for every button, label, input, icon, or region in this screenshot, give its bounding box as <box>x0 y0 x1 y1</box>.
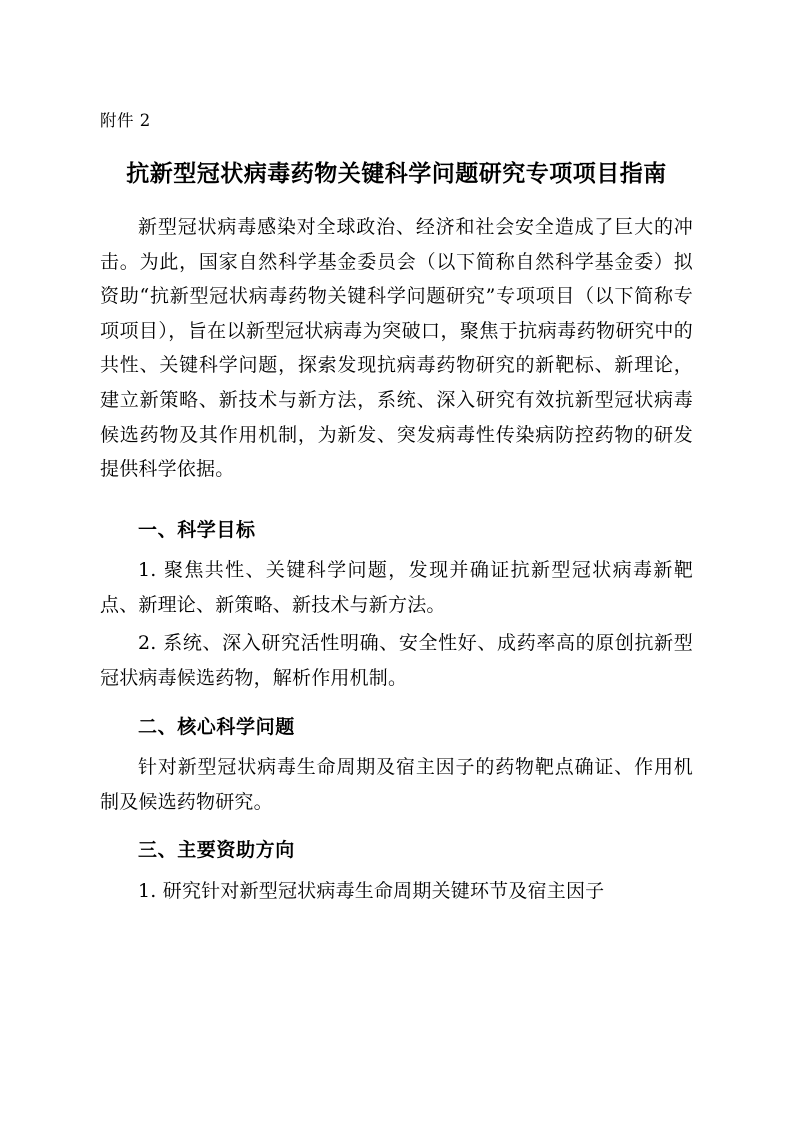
section-2-paragraph-1: 针对新型冠状病毒生命周期及宿主因子的药物靶点确证、作用机制及候选药物研究。 <box>100 756 693 813</box>
section-1-paragraph-1: 1. 聚焦共性、关键科学问题，发现并确证抗新型冠状病毒新靶点、新理论、新策略、新技术与新方法。 <box>100 559 693 616</box>
section-1-paragraph-2: 2. 系统、深入研究活性明确、安全性好、成药率高的原创抗新型冠状病毒候选药物，解析作用机制。 <box>100 632 693 689</box>
section-heading-3: 三、主要资助方向 <box>138 839 295 862</box>
attachment-label: 附件 2 <box>100 111 151 130</box>
section-3-paragraph-1: 1. 研究针对新型冠状病毒生命周期关键环节及宿主因子 <box>138 879 605 902</box>
spacer <box>100 491 693 499</box>
section-heading-1: 一、科学目标 <box>138 518 256 541</box>
section-heading-2: 二、核心科学问题 <box>138 715 295 738</box>
intro-paragraph: 新型冠状病毒感染对全球政治、经济和社会安全造成了巨大的冲击。为此，国家自然科学基金委员会（以下简称自然科学基金委）拟资助“抗新型冠状病毒药物关键科学问题研究”专项项目（以下简称专项项目），旨在以新型冠状病毒为突破口，聚焦于抗病毒药物研究中的共性、关键科学问题，探索发现抗病毒药物研究的新靶标、新理论，建立新策略、新技术与新方法，系统、深入研究有效抗新型冠状病毒候选药物及其作用机制，为新发、突发病毒性传染病防控药物的研发提供科学依据。 <box>100 216 693 481</box>
page-title: 抗新型冠状病毒药物关键科学问题研究专项项目指南 <box>126 160 667 188</box>
